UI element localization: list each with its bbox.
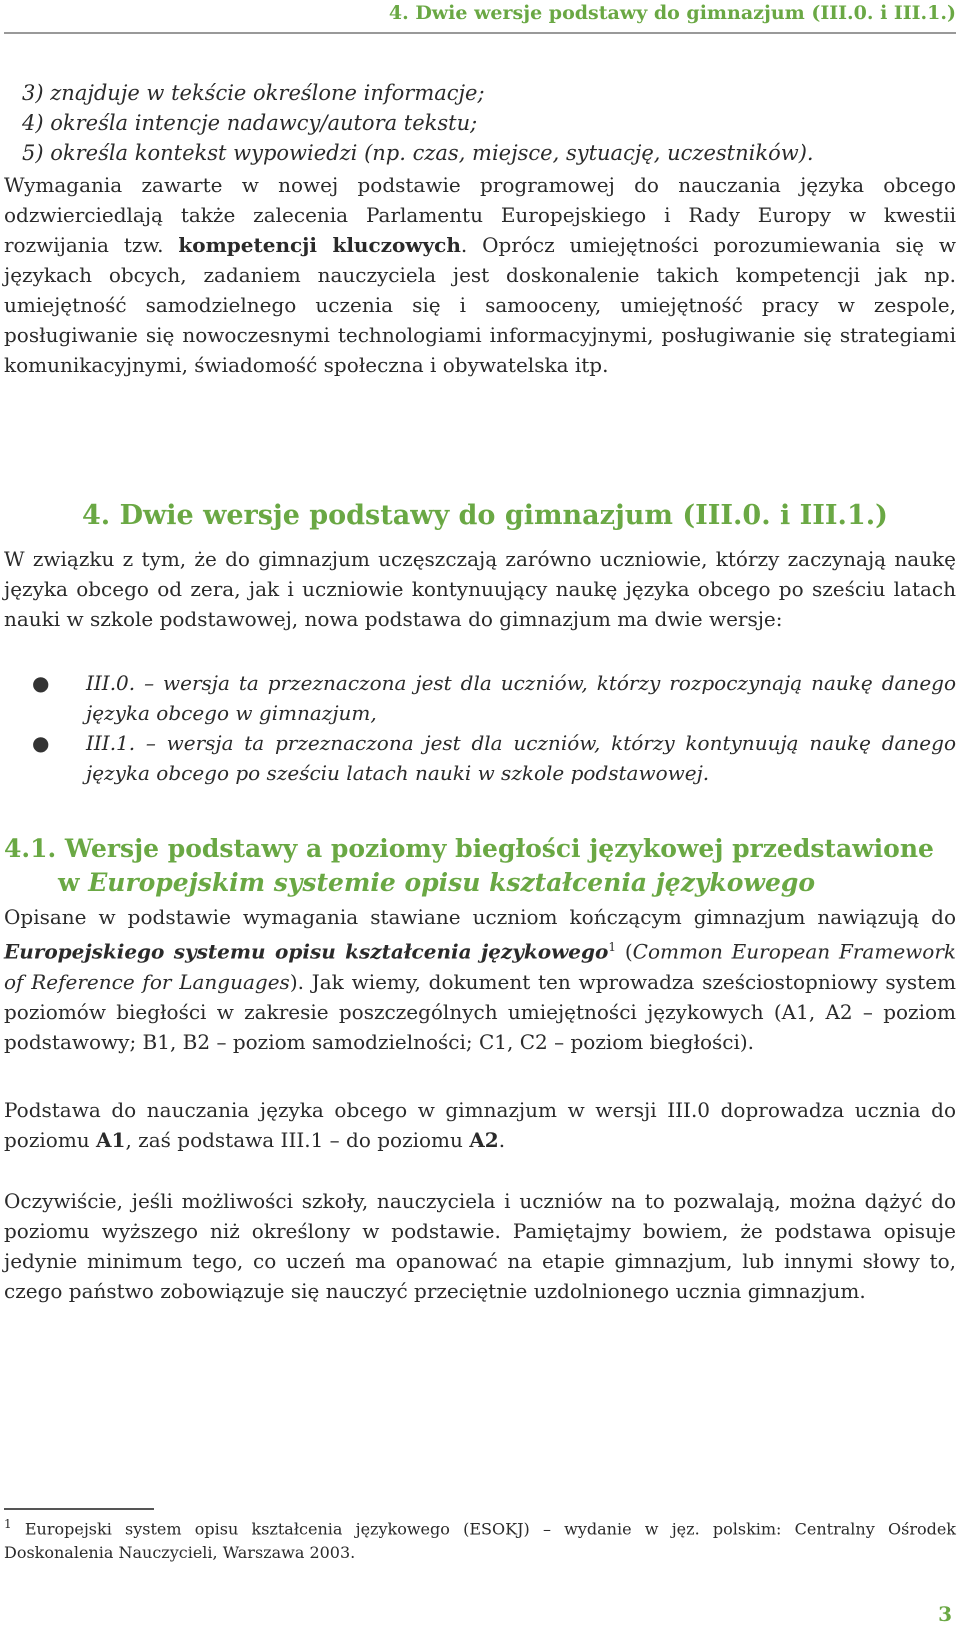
footnote bbox=[4, 1512, 956, 1565]
footnote-mark: 1 bbox=[4, 1517, 12, 1531]
subsection-heading bbox=[4, 832, 934, 900]
header-rule bbox=[4, 32, 956, 34]
bullet-text: III.1. – wersja ta przeznaczona jest dla uczniów, którzy kontynuują naukę danego języka obcego po sześciu latach nauki w szkole podstawowej. bbox=[86, 731, 956, 785]
list-item: 3) znajduje w tekście określone informacje; bbox=[22, 81, 485, 105]
text: . Oprócz umiejętności porozumiewania się w językach obcych, zadaniem nauczyciela jest doskonalenie takich kompetencji jak np. umiejętność samodzielnego uczenia się i samooceny, umiejętność pracy w zespole, posługiwanie się nowoczesnymi technologiami informacyjnymi, posługiwanie się strategiami komunikacyjnymi, świadomość społeczna i obywatelska itp. bbox=[4, 233, 957, 377]
objectives-list bbox=[22, 78, 814, 168]
text: ). Jak wiemy, dokument ten wprowadza sześciostopniowy system poziomów biegłości w zakresie poszczególnych umiejętności językowych (A1, A2 – poziom podstawowy; B1, B2 – poziom samodzielności; C1, C2 – poziom biegłości). bbox=[4, 969, 956, 1054]
bold-term: kompetencji kluczowych bbox=[178, 233, 461, 257]
text: Wymagania zawarte w nowej podstawie programowej do nauczania języka obcego odzwierciedlają także zalecenia Parlamentu Europejskiego i Rady Europy w kwestii rozwijania tzw. bbox=[4, 173, 956, 257]
text: . bbox=[498, 1128, 506, 1152]
bullet-icon: ● bbox=[32, 671, 50, 695]
list-item: 5) określa kontekst wypowiedzi (np. czas, miejsce, sytuację, uczestników). bbox=[22, 141, 814, 165]
bullet-text: III.0. – wersja ta przeznaczona jest dla uczniów, którzy rozpoczynają naukę danego języka obcego w gimnazjum, bbox=[86, 671, 956, 725]
text: ( bbox=[616, 939, 633, 964]
page-number: 3 bbox=[938, 1602, 952, 1626]
italic-title: Europejskim systemie opisu kształcenia językowego bbox=[88, 868, 816, 897]
text: , zaś podstawa III.1 – do poziomu bbox=[125, 1128, 470, 1152]
paragraph-minimum: Oczywiście, jeśli możliwości szkoły, nauczyciela i uczniów na to pozwalają, można dążyć do poziomu wyższego niż określony w podstawie. Pamiętajmy bowiem, że podstawa opisuje jedynie minimum tego, co uczeń ma opanować na etapie gimnazjum, lub innymi słowy to, czego państwo zobowiązuje się nauczyć przeciętnie uzdolnionego ucznia gimnazjum. bbox=[4, 1189, 956, 1303]
paragraph-two-versions: W związku z tym, że do gimnazjum uczęszczają zarówno uczniowie, którzy zaczynają naukę języka obcego od zera, jak i uczniowie kontynuujący naukę języka obcego po sześciu latach nauki w szkole podstawowej, nowa podstawa do gimnazjum ma dwie wersje: bbox=[4, 547, 956, 631]
subsection-title: Wersje podstawy a poziomy biegłości językowej przedstawione bbox=[64, 834, 934, 863]
footnote-rule bbox=[4, 1508, 154, 1510]
italic-term: Common European Framework of Reference for Languages bbox=[4, 939, 956, 994]
section-heading: 4. Dwie wersje podstawy do gimnazjum (III.0. i III.1.) bbox=[82, 500, 888, 531]
subsection-number: 4.1. bbox=[4, 834, 57, 863]
text: Opisane w podstawie wymagania stawiane uczniom kończącym gimnazjum nawiązują do bbox=[4, 905, 956, 929]
paragraph-cefr bbox=[4, 902, 956, 1057]
versions-list bbox=[32, 668, 956, 788]
list-item bbox=[32, 668, 956, 728]
paragraph-levels bbox=[4, 1095, 956, 1155]
list-item bbox=[32, 728, 956, 788]
footnote-text: Europejski system opisu kształcenia językowego (ESOKJ) – wydanie w jęz. polskim: Centralny Ośrodek Doskonalenia Nauczycieli, Warszawa 2003. bbox=[4, 1519, 956, 1563]
paragraph-competences bbox=[4, 170, 956, 380]
bold-italic-term: Europejskiego systemu opisu kształcenia językowego bbox=[4, 939, 609, 964]
level-a2: A2 bbox=[469, 1128, 499, 1152]
text: w bbox=[58, 868, 89, 897]
list-item: 4) określa intencje nadawcy/autora tekstu; bbox=[22, 111, 478, 135]
bullet-icon: ● bbox=[32, 731, 50, 755]
level-a1: A1 bbox=[96, 1128, 126, 1152]
footnote-ref[interactable]: 1 bbox=[608, 940, 617, 954]
running-head: 4. Dwie wersje podstawy do gimnazjum (III.0. i III.1.) bbox=[388, 2, 956, 24]
text: Podstawa do nauczania języka obcego w gimnazjum w wersji III.0 doprowadza ucznia do poziomu bbox=[4, 1098, 956, 1152]
